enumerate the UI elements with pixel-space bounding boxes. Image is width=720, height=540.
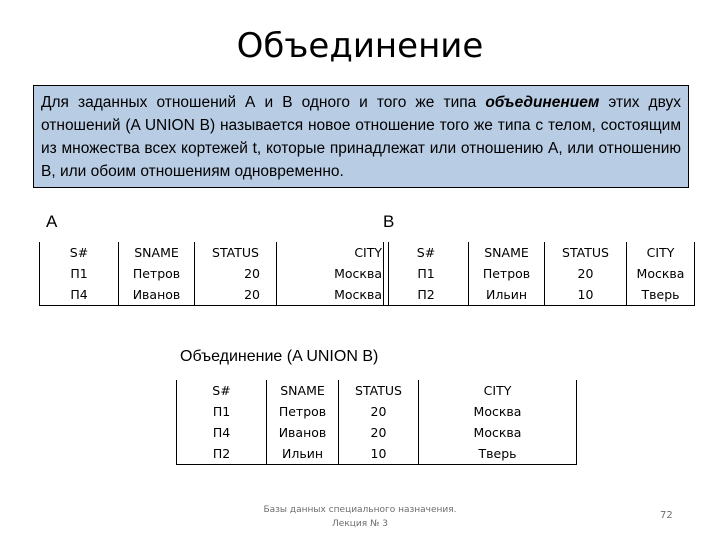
table-cell: Петров bbox=[119, 263, 195, 284]
header-cell: SNAME bbox=[267, 380, 339, 401]
table-row bbox=[177, 422, 577, 443]
header-cell: S# bbox=[384, 242, 469, 263]
table-cell: 20 bbox=[545, 263, 627, 284]
header-cell: S# bbox=[40, 242, 119, 263]
table-cell: Ильин bbox=[469, 284, 545, 306]
table-cell: Москва bbox=[277, 284, 389, 306]
table-cell: П1 bbox=[177, 401, 267, 422]
definition-text-start: Для заданных отношений А и В одного и того же типа bbox=[41, 94, 486, 111]
table-cell: Петров bbox=[469, 263, 545, 284]
table-cell: Петров bbox=[267, 401, 339, 422]
table-cell: 10 bbox=[339, 443, 419, 465]
table-cell: П1 bbox=[384, 263, 469, 284]
header-cell: CITY bbox=[277, 242, 389, 263]
table-cell: 20 bbox=[195, 284, 277, 306]
table-row bbox=[40, 284, 389, 306]
table-cell: Тверь bbox=[627, 284, 695, 306]
table-cell: П2 bbox=[384, 284, 469, 306]
footer-course: Базы данных специального назначения. bbox=[263, 505, 457, 515]
header-cell: STATUS bbox=[545, 242, 627, 263]
table-header-row bbox=[177, 380, 577, 401]
table-cell: Москва bbox=[277, 263, 389, 284]
table-cell: Иванов bbox=[119, 284, 195, 306]
table-cell: Москва bbox=[419, 422, 577, 443]
table-cell: П1 bbox=[40, 263, 119, 284]
table-cell: Москва bbox=[419, 401, 577, 422]
table-b-label: B bbox=[383, 212, 395, 231]
table-row bbox=[177, 443, 577, 465]
table-cell: Иванов bbox=[267, 422, 339, 443]
table-cell: 10 bbox=[545, 284, 627, 306]
table-cell: П4 bbox=[177, 422, 267, 443]
footer-lecture: Лекция № 3 bbox=[332, 519, 388, 529]
header-cell: CITY bbox=[627, 242, 695, 263]
union-label: Объединение (A UNION B) bbox=[180, 348, 379, 365]
table-cell: П2 bbox=[177, 443, 267, 465]
table-a bbox=[39, 242, 389, 306]
header-cell: S# bbox=[177, 380, 267, 401]
footer bbox=[230, 503, 490, 531]
table-header-row bbox=[384, 242, 695, 263]
table-row bbox=[384, 284, 695, 306]
table-cell: Москва bbox=[627, 263, 695, 284]
table-cell: 20 bbox=[195, 263, 277, 284]
header-cell: STATUS bbox=[339, 380, 419, 401]
table-row bbox=[177, 401, 577, 422]
table-row bbox=[384, 263, 695, 284]
header-cell: STATUS bbox=[195, 242, 277, 263]
definition-box bbox=[33, 85, 689, 188]
page-number: 72 bbox=[660, 510, 673, 521]
table-cell: П4 bbox=[40, 284, 119, 306]
table-header-row bbox=[40, 242, 389, 263]
table-cell: Ильин bbox=[267, 443, 339, 465]
header-cell: CITY bbox=[419, 380, 577, 401]
table-a-label: A bbox=[46, 212, 58, 231]
table-union bbox=[176, 380, 577, 465]
table-cell: Тверь bbox=[419, 443, 577, 465]
definition-text-end: этих двух отношений (A UNION B) называется новое отношение того же типа с телом, состоящим из множества всех кортежей t, которые принадлежат или отношению А, или отношению В, или обоим отношениям одновременно. bbox=[41, 94, 681, 180]
definition-term: объединением bbox=[485, 94, 600, 111]
table-b bbox=[383, 242, 695, 306]
table-cell: 20 bbox=[339, 401, 419, 422]
slide-title: Объединение bbox=[236, 26, 484, 66]
table-cell: 20 bbox=[339, 422, 419, 443]
table-row bbox=[40, 263, 389, 284]
header-cell: SNAME bbox=[469, 242, 545, 263]
header-cell: SNAME bbox=[119, 242, 195, 263]
